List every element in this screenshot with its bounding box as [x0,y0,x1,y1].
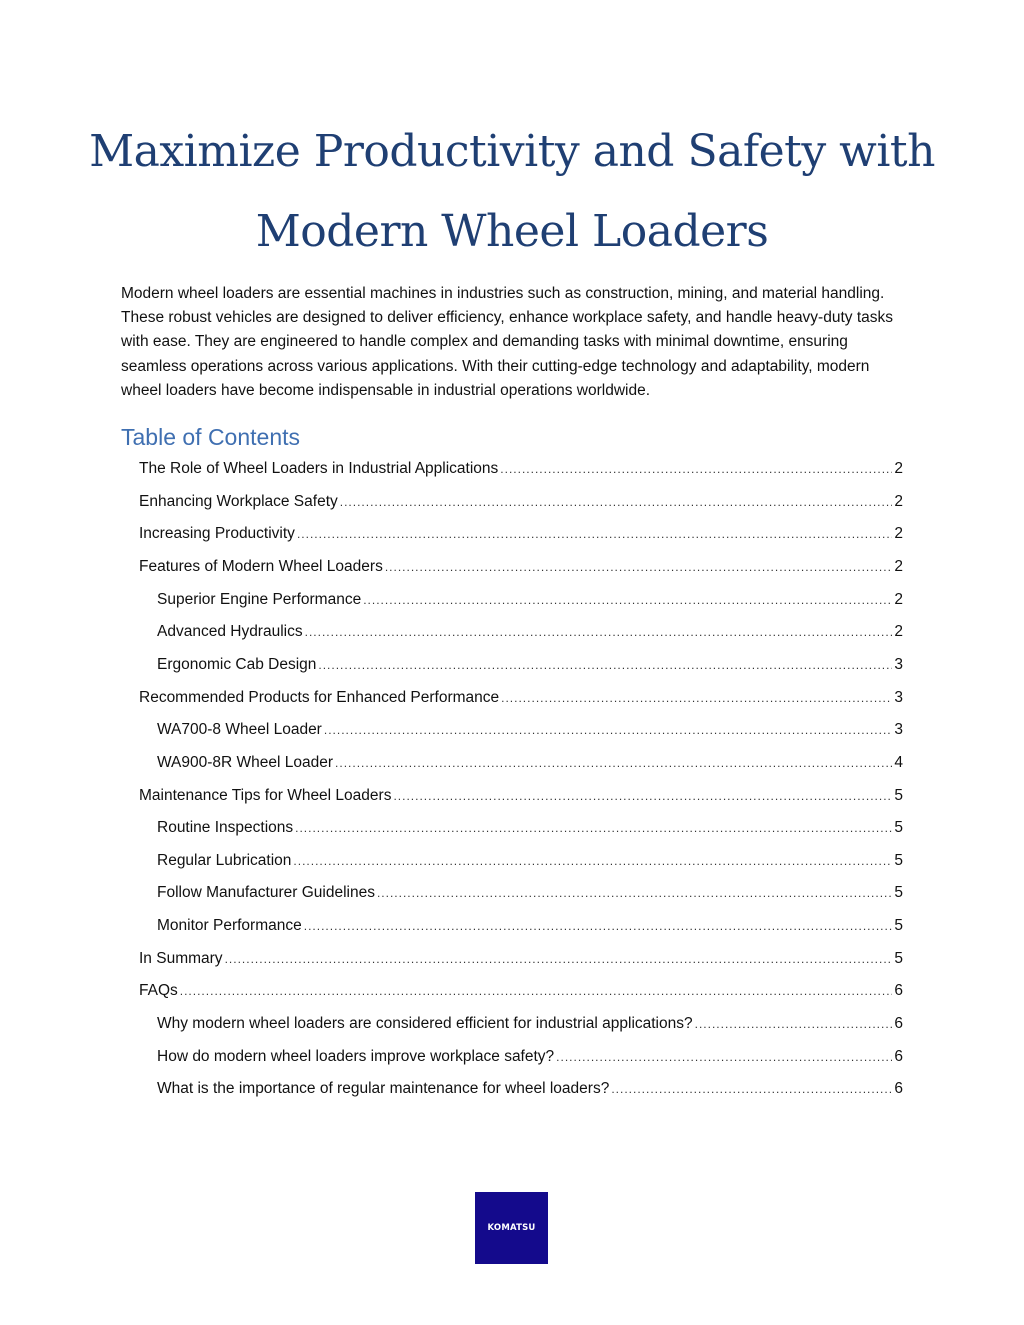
toc-entry[interactable] [157,817,903,839]
toc-entry[interactable] [157,752,903,774]
toc-entry[interactable] [157,915,903,937]
toc-entry[interactable] [157,1013,903,1035]
toc-entry[interactable] [157,882,903,904]
toc-entry[interactable] [157,654,903,676]
toc-entry-page: 5 [894,852,903,869]
toc-entry[interactable] [157,589,903,611]
toc-entry-page: 2 [894,558,903,575]
toc-entry-page: 2 [894,591,903,608]
title-line-1: Maximize Productivity and Safety with [89,126,935,177]
toc-dot-leader [340,491,893,513]
toc-entry-page: 3 [894,656,903,673]
logo-text: KOMATSU [487,1223,536,1233]
toc-entry[interactable] [139,687,903,709]
toc-entry-page: 5 [894,884,903,901]
toc-entry[interactable] [139,980,903,1002]
toc-entry[interactable] [157,1078,903,1100]
toc-entry-page: 6 [894,1048,903,1065]
toc-dot-leader [377,882,892,904]
toc-entry-label: In Summary [139,950,223,967]
toc-entry-page: 6 [894,1080,903,1097]
toc-entry-label: Features of Modern Wheel Loaders [139,558,383,575]
toc-entry-page: 6 [894,1015,903,1032]
toc-entry-label: How do modern wheel loaders improve workplace safety? [157,1048,555,1065]
toc-entry-label: The Role of Wheel Loaders in Industrial Applications [139,460,499,477]
toc-entry[interactable] [139,785,903,807]
toc-entry-label: Enhancing Workplace Safety [139,493,338,510]
toc-entry[interactable] [157,1046,903,1068]
toc-dot-leader [335,752,892,774]
toc-dot-leader [695,1013,893,1035]
toc-entry[interactable] [139,458,903,480]
toc-dot-leader [304,915,893,937]
toc-heading: Table of Contents [121,424,301,450]
toc-dot-leader [180,980,893,1002]
intro-paragraph: Modern wheel loaders are essential machines in industries such as construction, mining, and material handling. These robust vehicles are designed to deliver efficiency, enhance workplace safety, and handle heavy-duty tasks with ease. They are engineered to handle complex and demanding tasks with minimal downtime, ensuring seamless operations across various applications. With their cutting-edge technology and adaptability, modern wheel loaders have become indispensable in industrial operations worldwide. [121,285,894,399]
toc-entry-label: Maintenance Tips for Wheel Loaders [139,787,392,804]
toc-entry[interactable] [139,556,903,578]
toc-entry-page: 5 [894,787,903,804]
toc-entry-label: Follow Manufacturer Guidelines [157,884,375,901]
toc-entry-page: 2 [894,623,903,640]
toc-dot-leader [501,687,892,709]
toc-dot-leader [305,621,893,643]
toc-entry[interactable] [139,948,903,970]
toc-entry-page: 3 [894,689,903,706]
toc-entry-page: 3 [894,721,903,738]
document-title [0,112,1024,272]
toc-dot-leader [295,817,892,839]
toc-dot-leader [318,654,892,676]
toc-entry[interactable] [139,491,903,513]
toc-entry[interactable] [139,523,903,545]
toc-dot-leader [297,523,892,545]
toc-dot-leader [393,785,892,807]
toc-entry-label: WA900-8R Wheel Loader [157,754,334,771]
toc-entry-page: 5 [894,917,903,934]
toc-entry-label: Increasing Productivity [139,525,295,542]
toc-entry-label: What is the importance of regular maintenance for wheel loaders? [157,1080,610,1097]
toc-entry-page: 6 [894,982,903,999]
toc-entry-label: Regular Lubrication [157,852,292,869]
toc-dot-leader [385,556,893,578]
toc-entry-label: Routine Inspections [157,819,294,836]
toc-entry-page: 2 [894,525,903,542]
toc-entry-page: 2 [894,493,903,510]
toc-entry-label: Ergonomic Cab Design [157,656,317,673]
toc-entry[interactable] [157,621,903,643]
toc-dot-leader [324,719,893,741]
toc-entry[interactable] [157,850,903,872]
toc-entry-page: 4 [894,754,903,771]
toc-dot-leader [293,850,892,872]
toc-entry-page: 5 [894,950,903,967]
toc-entry-page: 2 [894,460,903,477]
toc-dot-leader [611,1078,892,1100]
toc-entry-label: WA700-8 Wheel Loader [157,721,322,738]
toc-entry-label: Monitor Performance [157,917,302,934]
toc-dot-leader [500,458,892,480]
toc-entry-page: 5 [894,819,903,836]
toc-entry-label: FAQs [139,982,178,999]
komatsu-logo [475,1192,548,1264]
toc-entry[interactable] [157,719,903,741]
toc-dot-leader [556,1046,892,1068]
toc-entry-label: Why modern wheel loaders are considered efficient for industrial applications? [157,1015,693,1032]
toc-entry-label: Recommended Products for Enhanced Performance [139,689,500,706]
title-line-2: Modern Wheel Loaders [255,206,769,257]
toc-entry-label: Superior Engine Performance [157,591,362,608]
toc-entry-label: Advanced Hydraulics [157,623,303,640]
toc-dot-leader [225,948,893,970]
toc-dot-leader [363,589,892,611]
